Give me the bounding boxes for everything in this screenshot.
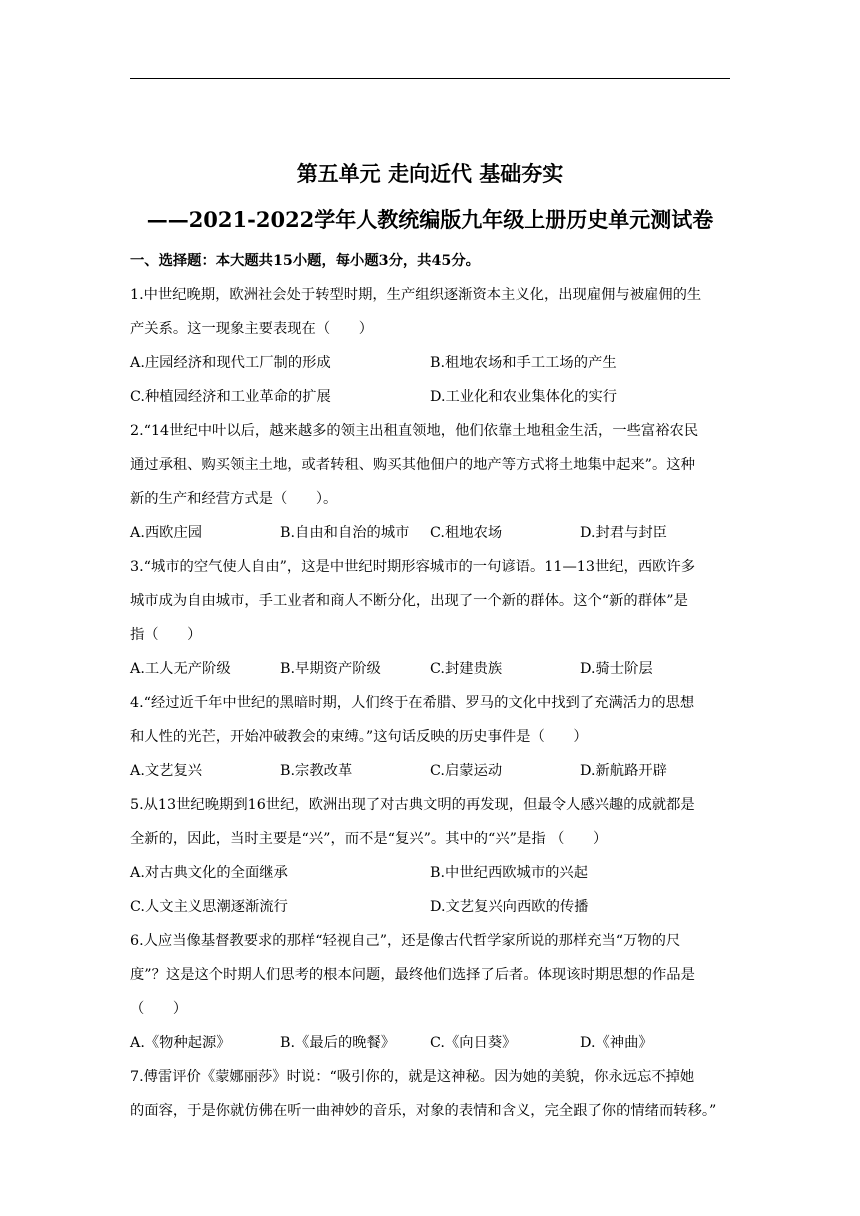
option-c: C.人文主义思潮逐渐流行 (130, 899, 288, 915)
question-1-line-1: 1.中世纪晚期，欧洲社会处于转型时期，生产组织逐渐资本主义化，出现雇佣与被雇佣的生 (130, 287, 702, 303)
question-5-options-row-1 (130, 856, 730, 890)
section-heading: 一、选择题：本大题共15小题，每小题3分，共45分。 (130, 253, 480, 269)
option-c: C.种植园经济和工业革命的扩展 (130, 389, 331, 405)
question-6-line-2: 度”？这是这个时期人们思考的根本问题，最终他们选择了后者。体现该时期思想的作品是 (130, 967, 695, 983)
question-2-line-1: 2.“14世纪中叶以后，越来越多的领主出租直领地，他们依靠土地租金生活，一些富裕农民 (130, 423, 699, 439)
question-3-line-1: 3.“城市的空气使人自由”，这是中世纪时期形容城市的一句谚语。11—13世纪，西欧许多 (130, 559, 696, 575)
page-subtitle: ——2021-2022学年人教统编版九年级上册历史单元测试卷 (146, 207, 714, 232)
option-d: D.《神曲》 (580, 1035, 653, 1051)
option-b: B.中世纪西欧城市的兴起 (430, 865, 589, 881)
question-3-line-2: 城市成为自由城市，手工业者和商人不断分化，出现了一个新的群体。这个“新的群体”是 (130, 593, 688, 609)
question-2-line-2: 通过承租、购买领主土地，或者转租、购买其他佃户的地产等方式将土地集中起来”。这种 (130, 457, 695, 473)
option-a: A.西欧庄园 (130, 525, 203, 541)
question-1-line-2: 产关系。这一现象主要表现在（ ） (130, 321, 374, 337)
option-c: C.《向日葵》 (430, 1035, 517, 1051)
option-d: D.工业化和农业集体化的实行 (430, 389, 618, 405)
option-c: C.启蒙运动 (430, 763, 503, 779)
option-b: B.宗教改革 (280, 763, 353, 779)
option-c: C.租地农场 (430, 525, 503, 541)
question-3-options (130, 652, 730, 686)
question-5-line-2: 全新的，因此，当时主要是“兴”，而不是“复兴”。其中的“兴”是指 （ ） (130, 831, 608, 847)
question-5-line-1: 5.从13世纪晚期到16世纪，欧洲出现了对古典文明的再发现，但最令人感兴趣的成就都是 (130, 797, 695, 813)
question-5-options-row-2 (130, 890, 730, 924)
option-d: D.文艺复兴向西欧的传播 (430, 899, 589, 915)
option-a: A.《物种起源》 (130, 1035, 231, 1051)
question-6-line-1: 6.人应当像基督教要求的那样“轻视自己”，还是像古代哲学家所说的那样充当“万物的尺 (130, 933, 681, 949)
question-list (130, 244, 730, 1128)
page-title: 第五单元 走向近代 基础夯实 (296, 161, 564, 186)
option-d: D.封君与封臣 (580, 525, 667, 541)
question-4-line-1: 4.“经过近千年中世纪的黑暗时期，人们终于在希腊、罗马的文化中找到了充满活力的思想 (130, 695, 695, 711)
option-b: B.自由和自治的城市 (280, 525, 410, 541)
question-4-options (130, 754, 730, 788)
question-4-line-2: 和人性的光芒，开始冲破教会的束缚。”这句话反映的历史事件是（ ） (130, 729, 588, 745)
option-a: A.文艺复兴 (130, 763, 203, 779)
option-d: D.骑士阶层 (580, 661, 653, 677)
option-d: D.新航路开辟 (580, 763, 667, 779)
option-a: A.庄园经济和现代工厂制的形成 (130, 355, 331, 371)
option-a: A.工人无产阶级 (130, 661, 231, 677)
question-1-options-row-2 (130, 380, 730, 414)
option-b: B.早期资产阶级 (280, 661, 381, 677)
top-rule (130, 78, 730, 79)
question-7-line-1: 7.傅雷评价《蒙娜丽莎》时说：“吸引你的，就是这神秘。因为她的美貌，你永远忘不掉她 (130, 1069, 695, 1085)
question-2-line-3: 新的生产和经营方式是（ ）。 (130, 491, 338, 507)
option-b: B.《最后的晚餐》 (280, 1035, 396, 1051)
question-6-line-3: （ ） (130, 1001, 188, 1017)
question-6-options (130, 1026, 730, 1060)
option-b: B.租地农场和手工工场的产生 (430, 355, 617, 371)
question-3-line-3: 指（ ） (130, 627, 202, 643)
question-2-options (130, 516, 730, 550)
option-c: C.封建贵族 (430, 661, 503, 677)
option-a: A.对古典文化的全面继承 (130, 865, 288, 881)
question-7-line-2: 的面容，于是你就仿佛在听一曲神妙的音乐，对象的表情和含义，完全跟了你的情绪而转移。” (130, 1103, 717, 1119)
question-1-options-row-1 (130, 346, 730, 380)
